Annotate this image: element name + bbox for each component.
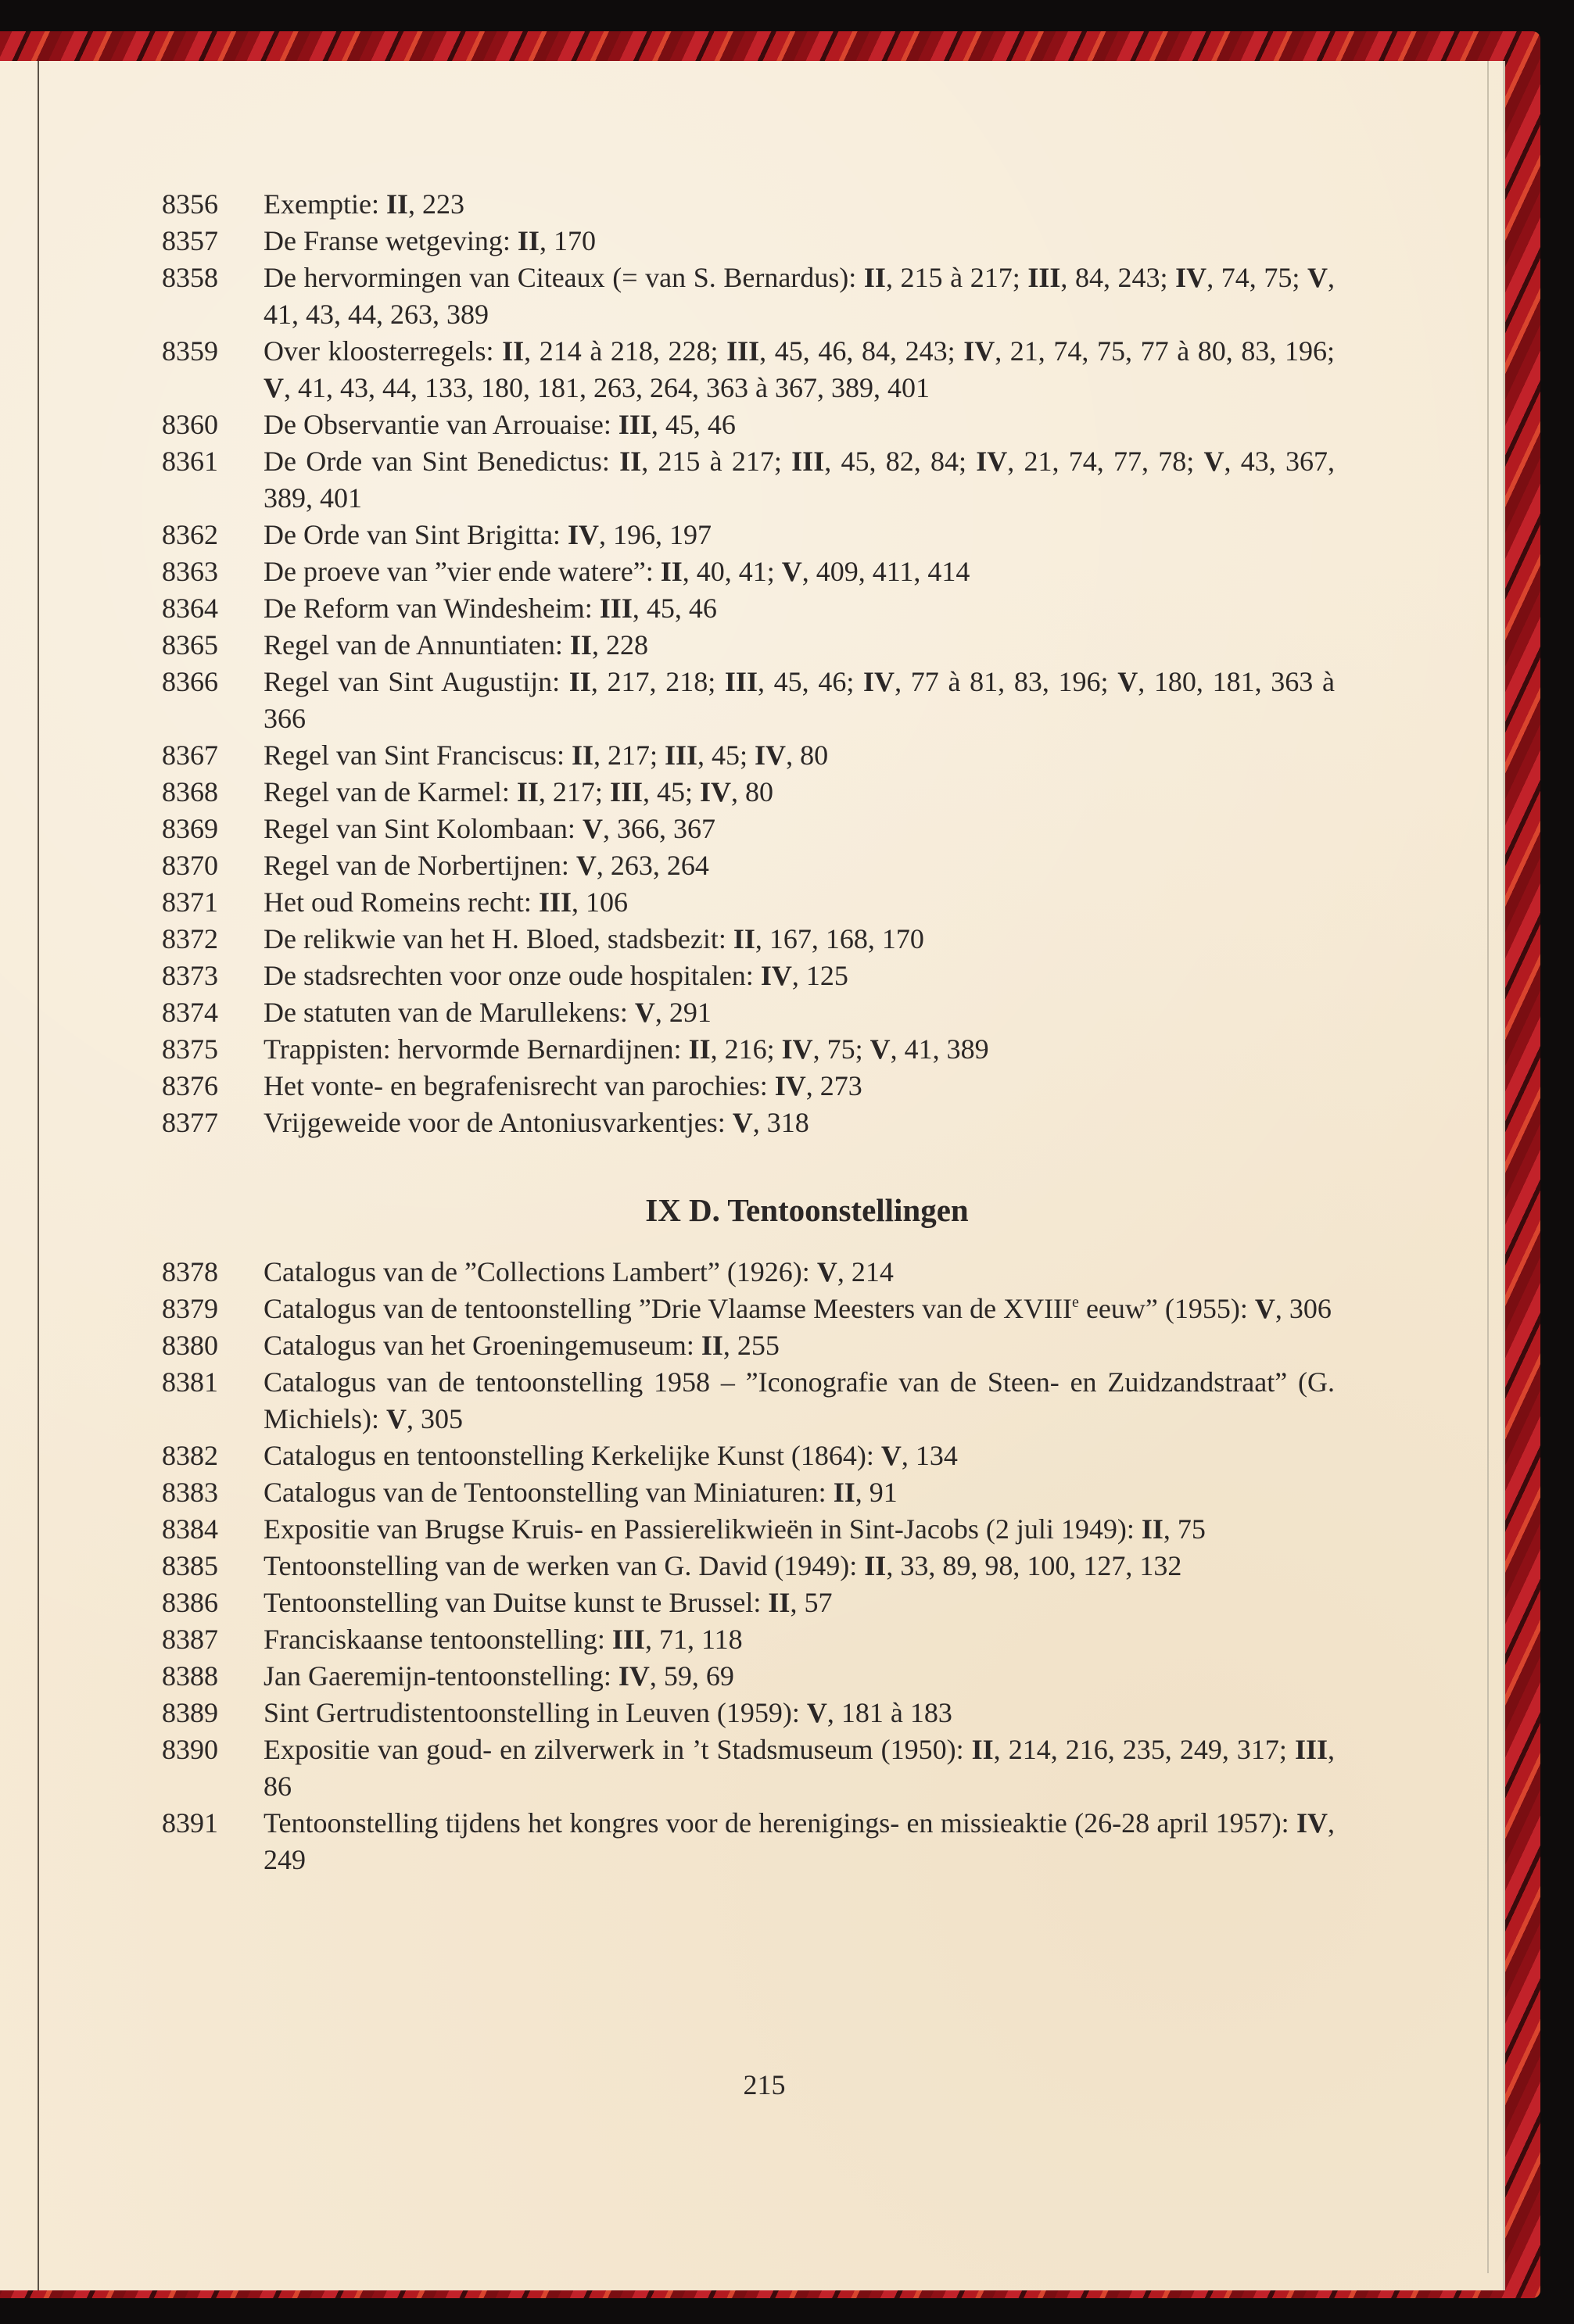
- entry-text: [264, 811, 1335, 847]
- entry-text-run: , 217;: [538, 776, 610, 807]
- entry-text-run: Regel van Sint Franciscus:: [264, 739, 572, 771]
- index-entry: [162, 553, 1335, 590]
- entry-text-run: De Orde van Sint Benedictus:: [264, 446, 620, 477]
- entry-text: [264, 186, 1335, 223]
- entry-text-run: , 214 à 218, 228;: [524, 335, 727, 367]
- entry-number: 8370: [162, 850, 218, 881]
- entry-text-run: Vrijgeweide voor de Antoniusvarkentjes:: [264, 1107, 733, 1138]
- entry-text-run: eeuw” (1955):: [1078, 1293, 1255, 1324]
- entry-text-run: Trappisten: hervormde Bernardijnen:: [264, 1033, 689, 1065]
- volume-numeral: IV: [618, 1660, 650, 1692]
- entry-number: 8388: [162, 1660, 218, 1692]
- volume-numeral: V: [1254, 1293, 1275, 1324]
- index-entry: [162, 1105, 1335, 1141]
- section-title: IX D. Tentoonstellingen: [645, 1192, 969, 1228]
- volume-numeral: II: [571, 739, 593, 771]
- volume-numeral: IV: [863, 666, 895, 697]
- entry-text: [264, 517, 1335, 553]
- entry-text-run: De Observantie van Arrouaise:: [264, 409, 618, 440]
- entry-text-run: Regel van de Norbertijnen:: [264, 850, 576, 881]
- index-entry: [162, 443, 1335, 517]
- entry-number: 8368: [162, 776, 218, 807]
- index-entry: [162, 333, 1335, 406]
- index-entry: [162, 1731, 1335, 1805]
- entry-text: [264, 1621, 1335, 1658]
- entry-number: 8380: [162, 1330, 218, 1361]
- volume-numeral: IV: [567, 519, 599, 550]
- entry-text: [264, 1291, 1335, 1327]
- entry-text-run: , 71, 118: [644, 1624, 743, 1655]
- volume-numeral: II: [569, 629, 592, 661]
- entry-text-run: , 41, 43, 44, 263, 389: [264, 262, 1335, 330]
- entry-text-run: , 77 à 81, 83, 196;: [895, 666, 1118, 697]
- entry-text: [264, 1327, 1335, 1364]
- volume-numeral: III: [1027, 262, 1061, 293]
- entry-text-run: , 217, 218;: [590, 666, 725, 697]
- volume-numeral: II: [863, 262, 886, 293]
- index-entry: [162, 590, 1335, 627]
- entry-text-run: , 43, 367, 389, 401: [264, 446, 1335, 514]
- entry-text: [264, 774, 1335, 811]
- entry-text-run: , 223: [408, 188, 464, 220]
- volume-numeral: II: [619, 446, 642, 477]
- volume-numeral: II: [660, 556, 683, 587]
- entry-text-run: , 215 à 217;: [641, 446, 792, 477]
- entry-text: [264, 1511, 1335, 1548]
- volume-numeral: III: [665, 739, 698, 771]
- volume-numeral: II: [733, 923, 755, 954]
- entry-number: 8359: [162, 335, 218, 367]
- entry-text-run: , 84, 243;: [1060, 262, 1176, 293]
- index-entry: [162, 1068, 1335, 1105]
- entry-text-run: De Orde van Sint Brigitta:: [264, 519, 568, 550]
- entry-text: [264, 1548, 1335, 1585]
- entry-number: 8363: [162, 556, 218, 587]
- index-entry: [162, 1291, 1335, 1327]
- index-entry: [162, 921, 1335, 958]
- volume-numeral: II: [568, 666, 591, 697]
- entry-text-run: , 196, 197: [598, 519, 712, 550]
- volume-numeral: V: [806, 1697, 827, 1728]
- entry-number: 8356: [162, 188, 218, 220]
- entry-number: 8386: [162, 1587, 218, 1618]
- entry-text-run: Regel van Sint Kolombaan:: [264, 813, 583, 844]
- volume-numeral: III: [1294, 1734, 1328, 1765]
- entry-text-run: , 305: [406, 1403, 463, 1434]
- volume-numeral: V: [385, 1403, 407, 1434]
- entry-text-run: De Reform van Windesheim:: [264, 593, 600, 624]
- entry-text-run: , 75: [1163, 1513, 1206, 1545]
- entry-number: 8385: [162, 1550, 218, 1581]
- entry-text-run: , 291: [654, 997, 712, 1028]
- entry-text-run: De Franse wetgeving:: [264, 225, 518, 256]
- entry-number: 8387: [162, 1624, 218, 1655]
- entry-text: [264, 1805, 1335, 1878]
- entry-text: [264, 223, 1335, 260]
- volume-numeral: V: [880, 1440, 902, 1471]
- entry-number: 8376: [162, 1070, 218, 1101]
- entry-text: [264, 1658, 1335, 1695]
- volume-numeral: V: [634, 997, 655, 1028]
- entry-text-run: Catalogus van de Tentoonstelling van Miniaturen:: [264, 1477, 834, 1508]
- volume-numeral: II: [833, 1477, 855, 1508]
- index-entry: [162, 1031, 1335, 1068]
- entry-text: [264, 1364, 1335, 1438]
- entry-text: [264, 1438, 1335, 1474]
- entry-text: [264, 553, 1335, 590]
- page-edge: [1487, 61, 1489, 2273]
- index-entry: [162, 186, 1335, 223]
- entry-number: 8366: [162, 666, 218, 697]
- entry-text-run: , 40, 41;: [682, 556, 782, 587]
- volume-numeral: II: [864, 1550, 887, 1581]
- index-entry: [162, 1548, 1335, 1585]
- entry-text: [264, 1068, 1335, 1105]
- entry-text-run: De proeve van ”vier ende watere”:: [264, 556, 661, 587]
- index-entry: [162, 958, 1335, 994]
- entry-text-run: , 45, 46;: [757, 666, 864, 697]
- index-entry: [162, 1364, 1335, 1438]
- entry-number: 8361: [162, 446, 218, 477]
- entry-number: 8390: [162, 1734, 218, 1765]
- entry-text-run: , 80: [786, 739, 829, 771]
- volume-numeral: III: [724, 666, 758, 697]
- entry-text-run: , 80: [731, 776, 773, 807]
- entry-text-run: , 21, 74, 77, 78;: [1007, 446, 1204, 477]
- entry-number: 8389: [162, 1697, 218, 1728]
- index-list-exhibitions: [162, 1254, 1335, 1878]
- index-entry: [162, 260, 1335, 333]
- index-entry: [162, 1658, 1335, 1695]
- entry-number: 8373: [162, 960, 218, 991]
- volume-numeral: II: [517, 225, 540, 256]
- entry-text-run: , 216;: [710, 1033, 782, 1065]
- volume-numeral: V: [1307, 262, 1328, 293]
- entry-number: 8381: [162, 1366, 218, 1398]
- index-entry: [162, 1254, 1335, 1291]
- entry-text-run: , 249: [264, 1807, 1335, 1875]
- index-entry: [162, 774, 1335, 811]
- entry-text-run: De statuten van de Marullekens:: [264, 997, 635, 1028]
- entry-text-run: Tentoonstelling van Duitse kunst te Brussel:: [264, 1587, 769, 1618]
- entry-text: [264, 1105, 1335, 1141]
- entry-text-run: , 217;: [593, 739, 665, 771]
- entry-text-run: Expositie van Brugse Kruis- en Passierelikwieën in Sint-Jacobs (2 juli 1949):: [264, 1513, 1142, 1545]
- entry-text-run: , 45;: [642, 776, 700, 807]
- volume-numeral: IV: [755, 739, 787, 771]
- entry-number: 8379: [162, 1293, 218, 1324]
- index-entry: [162, 223, 1335, 260]
- entry-text-run: Catalogus en tentoonstelling Kerkelijke Kunst (1864):: [264, 1440, 881, 1471]
- entry-text-run: , 59, 69: [649, 1660, 734, 1692]
- entry-number: 8357: [162, 225, 218, 256]
- entry-text: [264, 994, 1335, 1031]
- index-entry: [162, 517, 1335, 553]
- volume-numeral: V: [264, 372, 284, 403]
- entry-text-run: Catalogus van de tentoonstelling ”Drie Vlaamse Meesters van de XVIII: [264, 1293, 1073, 1324]
- volume-numeral: IV: [760, 960, 792, 991]
- entry-number: 8367: [162, 739, 218, 771]
- entry-text-run: Tentoonstelling tijdens het kongres voor de herenigings- en missieaktie (26-28 april 1957):: [264, 1807, 1296, 1839]
- index-entry: [162, 811, 1335, 847]
- volume-numeral: IV: [1175, 262, 1207, 293]
- entry-text-run: , 366, 367: [602, 813, 715, 844]
- entry-text-run: , 41, 389: [890, 1033, 989, 1065]
- entry-text-run: Tentoonstelling van de werken van G. David (1949):: [264, 1550, 865, 1581]
- entry-text: [264, 333, 1335, 406]
- entry-text-run: Regel van Sint Augustijn:: [264, 666, 569, 697]
- entry-text: [264, 1031, 1335, 1068]
- index-entry: [162, 406, 1335, 443]
- entry-text-run: , 45, 46: [651, 409, 736, 440]
- index-entry: [162, 1511, 1335, 1548]
- entry-text-run: , 215 à 217;: [885, 262, 1028, 293]
- entry-text-run: , 170: [539, 225, 596, 256]
- entry-text-run: Franciskaanse tentoonstelling:: [264, 1624, 612, 1655]
- entry-text: [264, 1474, 1335, 1511]
- entry-text-run: Jan Gaeremijn-tentoonstelling:: [264, 1660, 618, 1692]
- entry-text-run: Catalogus van de tentoonstelling 1958 – ”Iconografie van de Steen- en Zuidzandstraat” (G. Michiels):: [264, 1366, 1335, 1434]
- volume-numeral: V: [869, 1033, 891, 1065]
- entry-text-run: De relikwie van het H. Bloed, stadsbezit:: [264, 923, 733, 954]
- page-number: 215: [743, 2069, 786, 2100]
- entry-text-run: , 91: [855, 1477, 898, 1508]
- volume-numeral: IV: [963, 335, 995, 367]
- entry-text-run: , 33, 89, 98, 100, 127, 132: [886, 1550, 1182, 1581]
- entry-text-run: Regel van de Karmel:: [264, 776, 517, 807]
- volume-numeral: V: [1203, 446, 1224, 477]
- entry-text-run: Sint Gertrudistentoonstelling in Leuven (1959):: [264, 1697, 807, 1728]
- entry-text-run: , 21, 74, 75, 77 à 80, 83, 196;: [995, 335, 1335, 367]
- entry-text-run: , 45, 46, 84, 243;: [759, 335, 964, 367]
- volume-numeral: II: [701, 1330, 723, 1361]
- volume-numeral: III: [791, 446, 825, 477]
- entry-text-run: , 75;: [812, 1033, 870, 1065]
- entry-text-run: , 214: [837, 1256, 894, 1287]
- entry-text-run: , 41, 43, 44, 133, 180, 181, 263, 264, 363 à 367, 389, 401: [284, 372, 930, 403]
- entry-text-run: , 255: [722, 1330, 780, 1361]
- entry-text-run: , 86: [264, 1734, 1335, 1802]
- volume-numeral: V: [575, 850, 597, 881]
- volume-numeral: IV: [1296, 1807, 1328, 1839]
- volume-numeral: II: [688, 1033, 711, 1065]
- entry-text-run: , 318: [752, 1107, 809, 1138]
- entry-text-run: Over kloosterregels:: [264, 335, 503, 367]
- entry-text: [264, 921, 1335, 958]
- entry-text: [264, 1254, 1335, 1291]
- index-entry: [162, 884, 1335, 921]
- volume-numeral: IV: [781, 1033, 813, 1065]
- entry-text-run: , 228: [591, 629, 648, 661]
- index-entry: [162, 1585, 1335, 1621]
- entry-text-run: , 57: [790, 1587, 833, 1618]
- entry-number: 8372: [162, 923, 218, 954]
- entry-text-run: , 45, 46: [632, 593, 717, 624]
- entry-text: [264, 664, 1335, 737]
- index-entry: [162, 847, 1335, 884]
- entry-number: 8358: [162, 262, 218, 293]
- index-entry: [162, 1621, 1335, 1658]
- entry-text-run: Regel van de Annuntiaten:: [264, 629, 570, 661]
- entry-text: [264, 958, 1335, 994]
- volume-numeral: IV: [976, 446, 1008, 477]
- index-entry: [162, 664, 1335, 737]
- page-gutter-line: [38, 61, 39, 2290]
- volume-numeral: III: [609, 776, 643, 807]
- volume-numeral: II: [1141, 1513, 1163, 1545]
- entry-text-run: Expositie van goud- en zilverwerk in ’t Stadsmuseum (1950):: [264, 1734, 972, 1765]
- volume-numeral: V: [781, 556, 802, 587]
- entry-text-run: , 180, 181, 363 à 366: [264, 666, 1335, 734]
- index-entry: [162, 1695, 1335, 1731]
- volume-numeral: III: [611, 1624, 645, 1655]
- superscript: e: [1072, 1294, 1079, 1311]
- entry-text: [264, 406, 1335, 443]
- entry-text-run: , 167, 168, 170: [755, 923, 924, 954]
- entry-text-run: Exemptie:: [264, 188, 386, 220]
- volume-numeral: III: [726, 335, 760, 367]
- entry-text-run: , 214, 216, 235, 249, 317;: [993, 1734, 1295, 1765]
- entry-number: 8382: [162, 1440, 218, 1471]
- entry-text-run: Het vonte- en begrafenisrecht van parochies:: [264, 1070, 775, 1101]
- entry-number: 8375: [162, 1033, 218, 1065]
- entry-number: 8391: [162, 1807, 218, 1839]
- entry-text-run: Catalogus van de ”Collections Lambert” (1926):: [264, 1256, 817, 1287]
- entry-number: 8374: [162, 997, 218, 1028]
- volume-numeral: IV: [774, 1070, 806, 1101]
- entry-text-run: , 134: [901, 1440, 958, 1471]
- entry-text: [264, 1731, 1335, 1805]
- index-entry: [162, 1327, 1335, 1364]
- entry-text: [264, 627, 1335, 664]
- entry-text-run: , 306: [1275, 1293, 1332, 1324]
- entry-number: 8378: [162, 1256, 218, 1287]
- entry-text-run: De hervormingen van Citeaux (= van S. Bernardus):: [264, 262, 864, 293]
- entry-text-run: , 106: [571, 886, 628, 918]
- entry-number: 8360: [162, 409, 218, 440]
- volume-numeral: II: [516, 776, 539, 807]
- entry-text-run: Catalogus van het Groeningemuseum:: [264, 1330, 701, 1361]
- entry-number: 8377: [162, 1107, 218, 1138]
- entry-text: [264, 847, 1335, 884]
- index-entry: [162, 737, 1335, 774]
- entry-text: [264, 260, 1335, 333]
- volume-numeral: V: [816, 1256, 837, 1287]
- volume-numeral: II: [385, 188, 408, 220]
- entry-text-run: , 74, 75;: [1206, 262, 1307, 293]
- entry-text-run: , 181 à 183: [826, 1697, 952, 1728]
- index-list-regulations: [162, 186, 1335, 1141]
- index-entry: [162, 1805, 1335, 1878]
- volume-numeral: V: [582, 813, 603, 844]
- entry-text: [264, 1695, 1335, 1731]
- entry-number: 8384: [162, 1513, 218, 1545]
- entry-text-run: Het oud Romeins recht:: [264, 886, 539, 918]
- volume-numeral: IV: [699, 776, 731, 807]
- index-entry: [162, 994, 1335, 1031]
- entry-text-run: , 409, 411, 414: [801, 556, 970, 587]
- entry-number: 8362: [162, 519, 218, 550]
- index-entry: [162, 627, 1335, 664]
- volume-numeral: III: [618, 409, 651, 440]
- volume-numeral: V: [1117, 666, 1138, 697]
- entry-text-run: , 45;: [697, 739, 755, 771]
- index-entry: [162, 1438, 1335, 1474]
- entry-text: [264, 1585, 1335, 1621]
- page-content: [162, 186, 1335, 1878]
- index-entry: [162, 1474, 1335, 1511]
- volume-numeral: III: [599, 593, 633, 624]
- volume-numeral: II: [502, 335, 525, 367]
- entry-text-run: , 45, 82, 84;: [824, 446, 977, 477]
- entry-text: [264, 884, 1335, 921]
- entry-number: 8369: [162, 813, 218, 844]
- entry-text-run: , 263, 264: [596, 850, 709, 881]
- entry-text-run: De stadsrechten voor onze oude hospitalen:: [264, 960, 761, 991]
- volume-numeral: II: [971, 1734, 994, 1765]
- entry-text: [264, 443, 1335, 517]
- entry-number: 8364: [162, 593, 218, 624]
- entry-text: [264, 590, 1335, 627]
- volume-numeral: V: [732, 1107, 753, 1138]
- entry-text: [264, 737, 1335, 774]
- volume-numeral: III: [538, 886, 572, 918]
- entry-number: 8383: [162, 1477, 218, 1508]
- entry-number: 8371: [162, 886, 218, 918]
- entry-number: 8365: [162, 629, 218, 661]
- entry-text-run: , 273: [805, 1070, 862, 1101]
- entry-text-run: , 125: [791, 960, 848, 991]
- volume-numeral: II: [768, 1587, 791, 1618]
